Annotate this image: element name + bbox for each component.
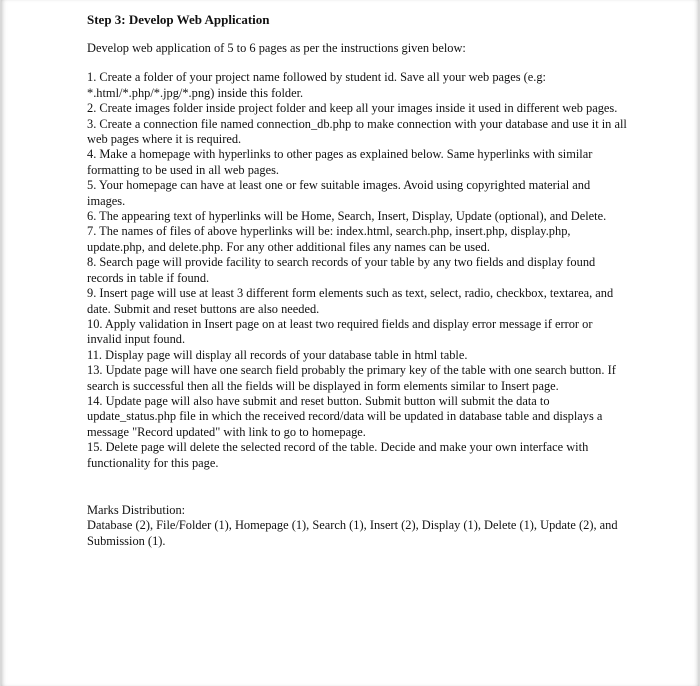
instruction-item: 13. Update page will have one search field probably the primary key of the table with one search button. If search is successful then all the fields will be displayed in form elements similar to Insert page. (87, 363, 616, 393)
instruction-item: 14. Update page will also have submit and reset button. Submit button will submit the data to update_status.php file in which the received record/data will be updated in database table and displays a message "Record updated" with link to go to homepage. (87, 393, 603, 439)
document-content (87, 12, 627, 549)
marks-distribution (87, 503, 627, 549)
instruction-item: 15. Delete page will delete the selected record of the table. Decide and make your own interface with functionality for this page. (87, 440, 589, 470)
instruction-item: 9. Insert page will use at least 3 different form elements such as text, select, radio, checkbox, textarea, and date. Submit and reset buttons are also needed. (87, 286, 614, 316)
instruction-item: 2. Create images folder inside project folder and keep all your images inside it used in different web pages. (87, 101, 618, 116)
instruction-item: 4. Make a homepage with hyperlinks to other pages as explained below. Same hyperlinks with similar formatting to be used in all web pages. (87, 147, 593, 177)
marks-title: Marks Distribution: (87, 502, 186, 517)
instruction-item: 7. The names of files of above hyperlinks will be: index.html, search.php, insert.php, display.php, update.php, and delete.php. For any other additional files any names can be used. (87, 224, 571, 254)
instruction-item: 1. Create a folder of your project name followed by student id. Save all your web pages (e.g: *.html/*.php/*.jpg/*.png) inside this folder. (87, 70, 546, 100)
instruction-item: 10. Apply validation in Insert page on at least two required fields and display error message if error or invalid input found. (87, 316, 593, 347)
instruction-item: 11. Display page will display all records of your database table in html table. (87, 347, 468, 362)
section-heading: Step 3: Develop Web Application (87, 12, 270, 27)
instruction-item: 6. The appearing text of hyperlinks will be Home, Search, Insert, Display, Update (optional), and Delete. (87, 209, 607, 224)
instruction-list (87, 70, 627, 471)
intro-text: Develop web application of 5 to 6 pages as per the instructions given below: (87, 41, 466, 55)
instruction-item: 8. Search page will provide facility to search records of your table by any two fields and display found records in table if found. (87, 255, 596, 285)
instruction-item: 5. Your homepage can have at least one or few suitable images. Avoid using copyrighted material and images. (87, 178, 591, 208)
marks-text: Database (2), File/Folder (1), Homepage (1), Search (1), Insert (2), Display (1), Delete (1), Update (2), and Submission (1). (87, 518, 618, 548)
instruction-item: 3. Create a connection file named connection_db.php to make connection with your database and use it in all web pages where it is required. (87, 116, 627, 147)
